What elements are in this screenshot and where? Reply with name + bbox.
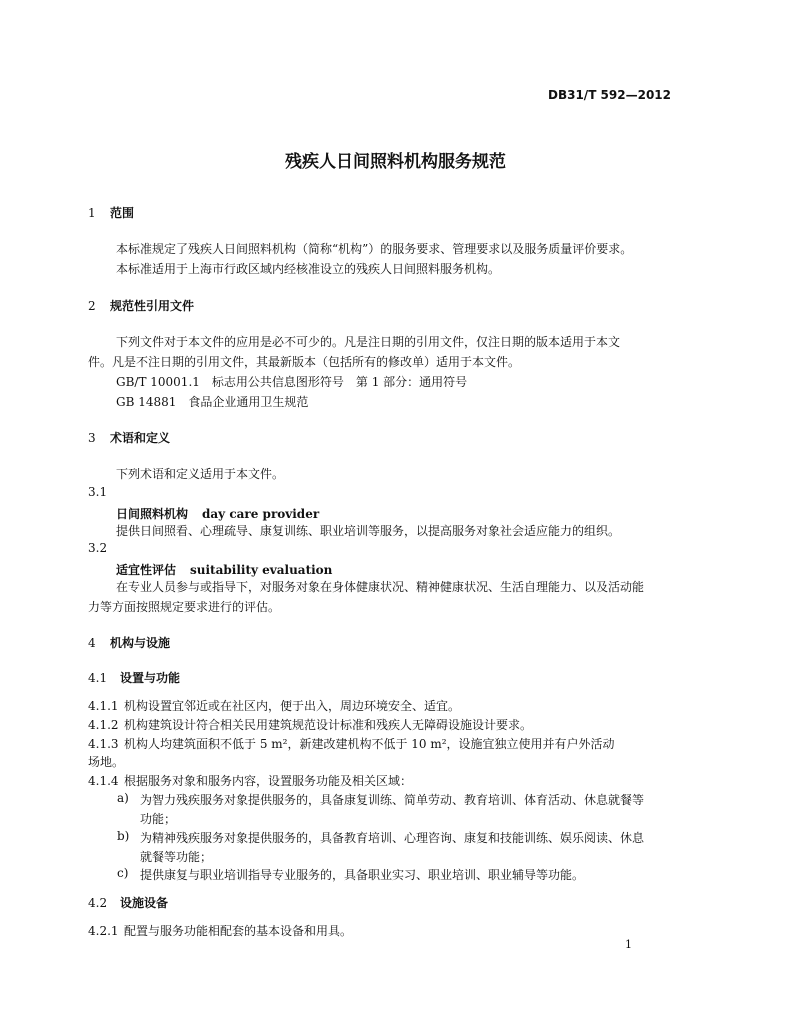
page-number: 1	[625, 938, 632, 951]
section-title: 规范性引用文件	[110, 299, 195, 313]
term-definition: 力等方面按照规定要求进行的评估。	[88, 600, 281, 614]
subsection-4-1-heading	[88, 669, 180, 686]
term-chinese: 日间照料机构	[116, 507, 189, 521]
clause-text: 机构设置宜邻近或在社区内，便于出入，周边环境安全、适宜。	[124, 699, 461, 713]
list-item-text: 功能；	[140, 812, 177, 826]
list-item-mark: a)	[117, 791, 129, 805]
normative-reference: GB/T 10001.1 标志用公共信息图形符号 第 1 部分：通用符号	[116, 375, 468, 389]
list-item-text: 为精神残疾服务对象提供服务的，具备教育培训、心理咨询、康复和技能训练、娱乐阅读、休息	[140, 831, 645, 845]
term-entry	[116, 503, 319, 522]
clause-text: 根据服务对象和服务内容，设置服务功能及相关区域：	[124, 774, 413, 788]
clause-number: 4.1.2	[88, 718, 119, 732]
clause-4-2-1	[88, 922, 352, 939]
term-number: 3.1	[88, 485, 108, 499]
term-chinese: 适宜性评估	[116, 563, 177, 577]
section-title: 范围	[110, 206, 135, 220]
document-title: 残疾人日间照料机构服务规范	[285, 152, 506, 172]
section-number: 1	[88, 206, 96, 220]
paragraph: 件。凡是不注日期的引用文件，其最新版本（包括所有的修改单）适用于本文件。	[88, 355, 521, 369]
subsection-title: 设施设备	[120, 896, 169, 910]
clause-number: 4.1.1	[88, 699, 119, 713]
clause-4-1-1	[88, 697, 460, 714]
paragraph: 本标准适用于上海市行政区域内经核准设立的残疾人日间照料服务机构。	[116, 262, 501, 276]
subsection-number: 4.1	[88, 671, 108, 685]
clause-text: 机构人均建筑面积不低于 5 m²，新建改建机构不低于 10 m²，设施宜独立使用并有户外活动	[124, 737, 615, 751]
section-title: 机构与设施	[110, 636, 171, 650]
normative-reference: GB 14881 食品企业通用卫生规范	[116, 395, 309, 409]
section-number: 3	[88, 431, 96, 445]
paragraph: 下列术语和定义适用于本文件。	[116, 467, 285, 481]
subsection-4-2-heading	[88, 894, 168, 911]
standard-number: DB31/T 592—2012	[548, 88, 671, 102]
paragraph: 本标准规定了残疾人日间照料机构（简称“机构”）的服务要求、管理要求以及服务质量评价要求。	[116, 242, 633, 256]
list-item-text: 提供康复与职业培训指导专业服务的，具备职业实习、职业培训、职业辅导等功能。	[140, 868, 585, 882]
term-english: day care provider	[202, 507, 320, 521]
subsection-title: 设置与功能	[120, 671, 181, 685]
clause-text: 配置与服务功能相配套的基本设备和用具。	[124, 924, 353, 938]
term-definition: 在专业人员参与或指导下，对服务对象在身体健康状况、精神健康状况、生活自理能力、以及活动能	[116, 580, 645, 594]
clause-4-1-3	[88, 735, 615, 752]
list-item-text: 就餐等功能；	[140, 850, 213, 864]
term-number: 3.2	[88, 541, 108, 555]
clause-number: 4.2.1	[88, 924, 119, 938]
section-title: 术语和定义	[110, 431, 171, 445]
term-entry	[116, 559, 332, 578]
clause-number: 4.1.3	[88, 737, 119, 751]
section-number: 2	[88, 299, 96, 313]
list-item-mark: b)	[117, 829, 130, 843]
term-definition: 提供日间照看、心理疏导、康复训练、职业培训等服务，以提高服务对象社会适应能力的组织。	[116, 524, 621, 538]
term-english: suitability evaluation	[190, 563, 333, 577]
section-2-heading	[88, 297, 194, 314]
clause-text: 机构建筑设计符合相关民用建筑规范设计标准和残疾人无障碍设施设计要求。	[124, 718, 533, 732]
section-4-heading	[88, 634, 170, 651]
section-3-heading	[88, 429, 170, 446]
subsection-number: 4.2	[88, 896, 108, 910]
clause-4-1-2	[88, 716, 532, 733]
clause-number: 4.1.4	[88, 774, 119, 788]
paragraph: 下列文件对于本文件的应用是必不可少的。凡是注日期的引用文件，仅注日期的版本适用于本文	[116, 335, 621, 349]
clause-4-1-4	[88, 772, 412, 789]
list-item-text: 为智力残疾服务对象提供服务的，具备康复训练、简单劳动、教育培训、体育活动、休息就餐等	[140, 793, 645, 807]
section-1-heading	[88, 204, 134, 221]
clause-text-continuation: 场地。	[88, 755, 125, 769]
list-item-mark: c)	[117, 866, 129, 880]
section-number: 4	[88, 636, 96, 650]
